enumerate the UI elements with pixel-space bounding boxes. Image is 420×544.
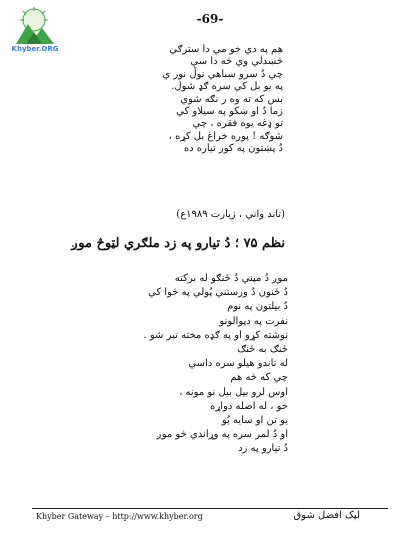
logo-caption: Khyber.ORG xyxy=(11,45,59,53)
poem-line: موږ دُ مپني دُ ځنګو له برکته xyxy=(174,273,288,284)
poem-line: ځنګ به ځنګ xyxy=(237,344,288,356)
poem-line: اوس لرو بيل بيل نو مونه ، xyxy=(179,386,288,398)
footer-site-link[interactable]: Khyber Gateway – http://www.khyber.org xyxy=(36,512,203,521)
poem-line: شوګه ! پوره خراغ بل کړه ، xyxy=(168,130,283,142)
poem-line: بس که ته وه ر نګه شوي xyxy=(180,93,283,105)
poem-line: خو ، له اصله دواړه xyxy=(210,400,288,412)
poem-line: تو ډغه يوه فقره ، چي xyxy=(192,118,283,130)
poem-line: چي دُ سرو سباهي نوڵ نور ي xyxy=(162,68,283,80)
poem-line: هم په دي خو مي دا سترګي xyxy=(169,44,283,55)
poem-line: له تاندو هيلو سره داسي xyxy=(188,358,288,370)
poem-line: دُ ځنون دُ ورستني پُولي په څوا کي xyxy=(148,287,288,299)
poem-line: دُ بيلتون په نوم xyxy=(227,301,288,313)
footer-author: لپک افضل شوق xyxy=(293,510,360,521)
poem-line: دُ تيارو په زد xyxy=(238,443,288,455)
poem-line: او دُ لمر سره په وړاندي څو موږ xyxy=(156,429,288,441)
footer-divider xyxy=(32,508,388,509)
poem-two xyxy=(144,272,288,457)
poem-one xyxy=(162,44,283,156)
poem-line: نوشته کړو او په ګډه مخته تبر شو . xyxy=(143,329,288,341)
poem-line: دُ پښتون په کور تياره ده xyxy=(183,143,283,155)
poem-line: څښدلي وي څه دا سي xyxy=(190,56,283,68)
poem-line: نفرت په دپوالونو xyxy=(219,315,288,327)
page-number: -69- xyxy=(196,12,224,26)
poem-line: زما دُ او ښکو په سيلاو کي xyxy=(176,106,283,118)
date-note: (تاند واني ، زيارت ۱۹۸۹ع) xyxy=(176,209,285,220)
poem-line: په يو بل کي سره ګډ شول. xyxy=(171,81,283,93)
poem-heading: نظم ۷۵ ؛ دُ تيارو په زد ملګري لټوڅ موږ xyxy=(71,236,285,251)
poem-line: چي که څه هم xyxy=(230,372,288,384)
poem-line: يو تن او سايه يُو xyxy=(221,415,288,427)
